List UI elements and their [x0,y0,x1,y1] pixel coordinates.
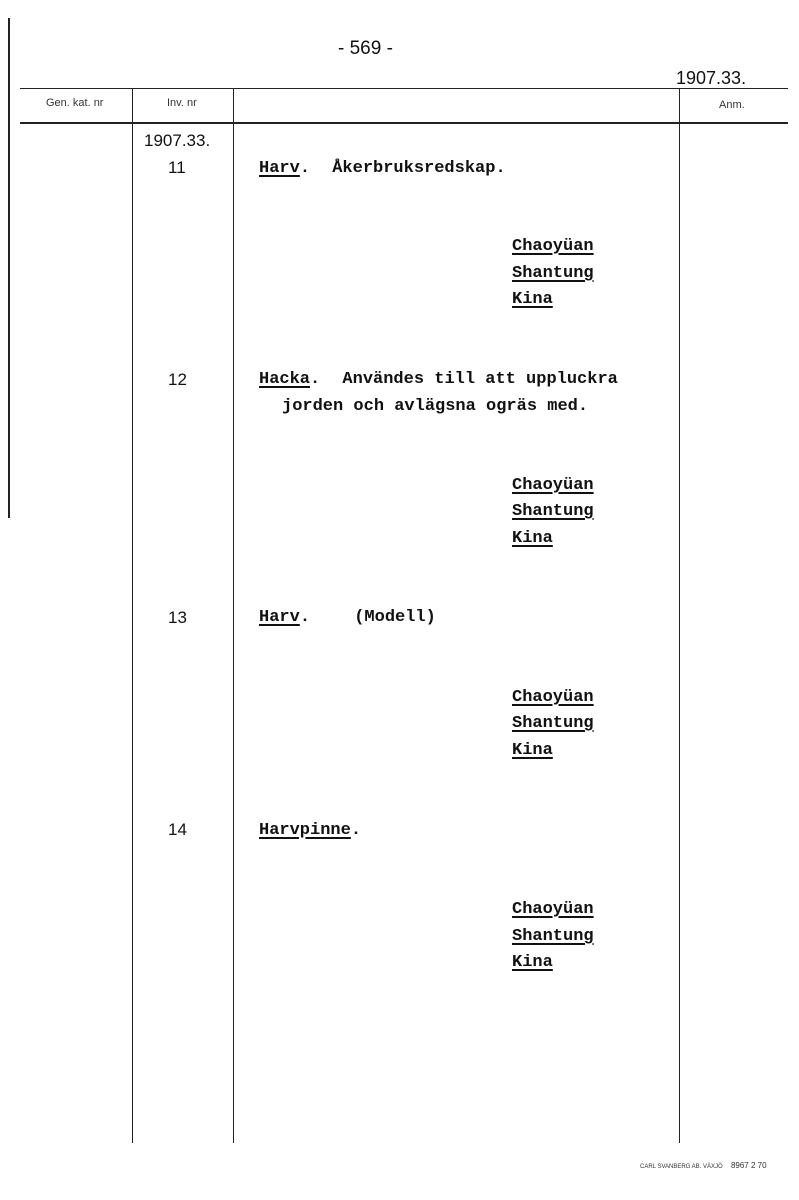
entry-inv-number: 14 [168,820,187,839]
entry-title: Harv. (Modell) [259,608,436,627]
location-province: Shantung [512,502,594,521]
entry-description-continued: jorden och avlägsna ogräs med. [282,397,589,416]
location-province: Shantung [512,927,594,946]
header-bottom-rule [20,122,788,124]
column-divider-1 [132,88,133,1143]
entry-title-text: Harv [259,608,300,627]
location-province: Shantung [512,714,594,733]
header-gen-kat-nr: Gen. kat. nr [46,97,104,109]
location-country: Kina [512,953,553,972]
entry-title: Harv. Åkerbruksredskap. [259,159,506,178]
page-number: - 569 - [338,38,393,59]
inv-prefix: 1907.33. [144,131,211,150]
binding-edge [8,18,10,518]
entry-inv-number: 13 [168,608,187,627]
location-place: Chaoyüan [512,900,594,919]
header-anm: Anm. [719,99,745,111]
entry-description: Åkerbruksredskap. [332,159,506,178]
register-number: 1907.33. [676,68,747,88]
entry-title-text: Harv [259,159,300,178]
header-inv-nr: Inv. nr [167,97,197,109]
entry-title-text: Hacka [259,370,311,389]
location-place: Chaoyüan [512,237,594,256]
entry-inv-number: 11 [168,158,186,177]
entry-inv-number: 12 [168,370,187,389]
location-place: Chaoyüan [512,476,594,495]
header-top-rule [20,88,788,89]
column-divider-3 [679,88,680,1143]
form-code: 8967 2 70 [730,1161,767,1170]
entry-title: Harvpinne. [259,821,362,840]
location-place: Chaoyüan [512,688,594,707]
location-country: Kina [512,290,553,309]
printer-mark [640,1161,767,1170]
entry-title: Hacka. Användes till att uppluckra [259,370,618,389]
location-country: Kina [512,741,553,760]
entry-title-text: Harvpinne [259,821,351,840]
entry-description: Användes till att uppluckra [342,370,618,389]
location-country: Kina [512,529,553,548]
printer-name: CARL SVANBERG AB. VÄXJÖ [640,1164,723,1170]
column-divider-2 [233,88,234,1143]
entry-description: (Modell) [354,608,436,627]
location-province: Shantung [512,264,594,283]
